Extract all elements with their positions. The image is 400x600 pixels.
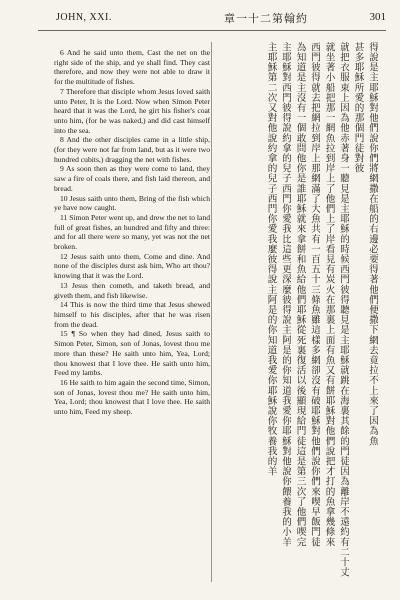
chinese-column-group [215, 42, 378, 582]
verse-paragraph: 6 And he said unto them, Cast the net on the right side of the ship, and ye shall find. They cast therefore, and now they were not able to draw it for the multitude of fishes. [54, 48, 210, 87]
column-divider [211, 42, 212, 582]
chinese-text-column: 為知道是主沒有一個敢問他你是誰耶穌就來拿餅和魚給他們耶穌從死裏復活以後顯現給門徒這是第三次了他們喫完 [294, 42, 306, 547]
verse-paragraph: 13 Jesus then cometh, and taketh bread, and giveth them, and fish likewise. [54, 280, 210, 300]
verse-paragraph: 11 Simon Peter went up, and drew the net to land full of great fishes, an hundred and fifty and three: and for all there were so many, yet was not the net broken. [54, 212, 210, 252]
chinese-text-column: 就坐著小船把那一網魚拉到岸上了他們上了岸看見有炭火在那裏上面有魚又有餅耶穌對他們說把才打的魚拿幾條來 [323, 42, 335, 547]
chinese-text-column: 甚多耶穌所愛的那個門徒對彼 [352, 42, 364, 174]
verse-paragraph: 12 Jesus saith unto them, Come and dine. And none of the disciples durst ask him, Who art thou? knowing that it was the Lord. [54, 251, 210, 281]
chinese-text-column: 主耶穌第二次又對他說約拿的兒子西門你愛我麼彼得說主阿是的你知道我愛你耶穌說你牧養我的羊 [265, 42, 277, 477]
header-rule [38, 30, 386, 31]
verse-paragraph: 16 He saith to him again the second time, Simon, son of Jonas, lovest thou me? He saith unto him, Yea, Lord; thou knowest that I love thee. He saith unto him, Feed my sheep. [54, 377, 210, 417]
page-header [16, 10, 386, 26]
running-head-english: JOHN, XXI. [56, 12, 112, 23]
verse-paragraph: 10 Jesus saith unto them, Bring of the fish which ye have now caught. [54, 193, 210, 213]
verse-paragraph: 7 Therefore that disciple whom Jesus loved saith unto Peter, It is the Lord. Now when Simon Peter heard that it was the Lord, he girt his fisher's coat unto him, (for he was naked,) and did cast himself into the sea. [54, 86, 210, 135]
chinese-text-column: 就把衣服束上因為他赤著身一聽見是主耶穌的時候西門彼得聽見是主耶穌就跳在海裏其餘的門徒因為離岸不遠約有二十丈 [338, 42, 349, 578]
chinese-text-column: 西門彼得就去把網拉到岸上那網滿了大魚共有一百五十三條魚雖這樣多網卻沒有破耶穌對他們說你們來喫早飯門徒 [309, 42, 320, 547]
chinese-text-column: 主耶穌對西門彼得說約拿的兒子西門你愛我比這些更深麼彼得說主阿是的你知道我愛你耶穌對他說你餵養我的小羊 [280, 42, 291, 547]
chinese-text-column: 得說是主耶穌對他們說你們將網撒在船的右邊必要得著他們便撒下網去竟拉不上來了因為魚 [367, 42, 378, 446]
page-number: 301 [369, 11, 386, 23]
english-column [54, 48, 210, 588]
verse-paragraph: 15 ¶ So when they had dined, Jesus saith to Simon Peter, Simon, son of Jonas, lovest thou me more than these? He saith unto him, Yea, Lord; thou knowest that I love thee. He saith unto him, Feed my lambs. [54, 329, 210, 378]
verse-paragraph: 14 This is now the third time that Jesus shewed himself to his disciples, after that he was risen from the dead. [54, 300, 210, 329]
verse-paragraph: 9 As soon then as they were come to land, they saw a fire of coals there, and fish laid thereon, and bread. [54, 164, 210, 193]
verse-paragraph: 8 And the other disciples came in a little ship, (for they were not far from land, but as it were two hundred cubits,) dragging the net with fishes. [54, 135, 210, 164]
running-head-chinese: 章一十二第翰約 [224, 12, 308, 25]
